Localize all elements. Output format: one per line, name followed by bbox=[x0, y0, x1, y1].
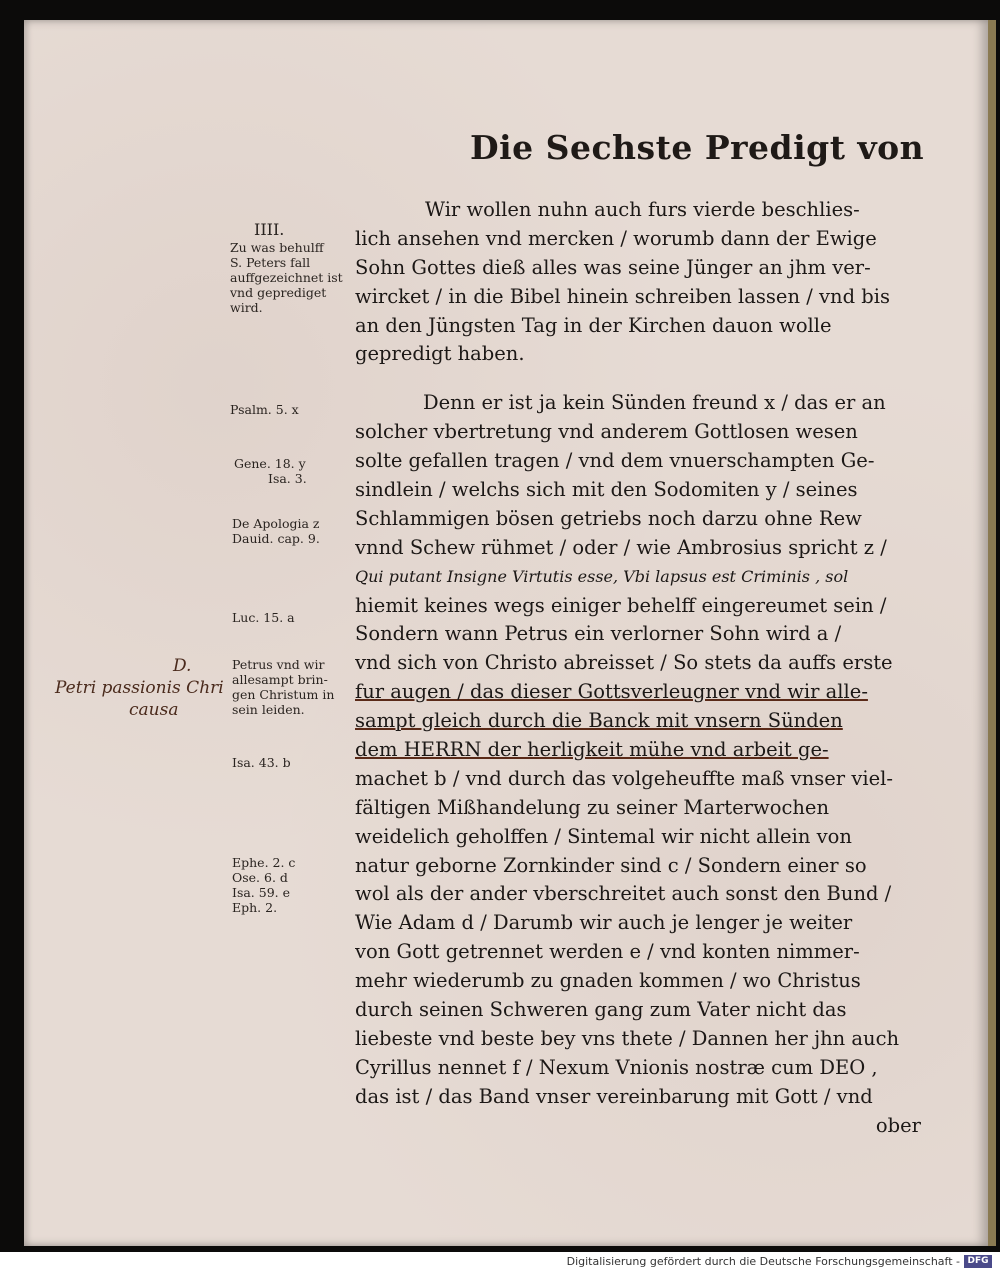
dfg-credit-text: Digitalisierung gefördert durch die Deutsche Forschungsgemeinschaft - bbox=[566, 1255, 960, 1268]
handwritten-line: Petri passionis Chri bbox=[55, 678, 224, 698]
text-line: wol als der ander vberschreitet auch sonst den Bund / bbox=[355, 882, 892, 906]
text-line: liebeste vnd beste bey vns thete / Dannen her jhn auch bbox=[355, 1026, 900, 1050]
margin-note-line: IIII. bbox=[254, 220, 285, 239]
text-line: Wir wollen nuhn auch furs vierde beschlies- bbox=[425, 198, 860, 221]
underlined-text-line: fur augen / das dieser Gottsverleugner vnd wir alle- bbox=[355, 680, 868, 704]
catchword: ober bbox=[875, 1113, 921, 1137]
text-line: machet b / vnd durch das volgeheuffte maß vnser viel- bbox=[355, 766, 893, 790]
text-line: vnnd Schew rühmet / oder / wie Ambrosius spricht z / bbox=[355, 535, 887, 559]
margin-note-3 bbox=[234, 456, 307, 486]
text-line: Cyrillus nennet f / Nexum Vnionis nostræ cum DEO , bbox=[355, 1055, 878, 1079]
margin-note-line: Isa. 59. e bbox=[232, 885, 291, 900]
margin-note-line: allesampt brin- bbox=[232, 672, 328, 687]
text-line: das ist / das Band vnser vereinbarung mit Gott / vnd bbox=[355, 1084, 873, 1108]
margin-note-line: Dauid. cap. 9. bbox=[232, 531, 320, 546]
text-line: sindlein / welchs sich mit den Sodomiten y / seines bbox=[355, 478, 858, 502]
text-line: vnd sich von Christo abreisset / So stets da auffs erste bbox=[355, 651, 893, 675]
margin-note-line: wird. bbox=[230, 300, 263, 315]
margin-note-line: Isa. 43. b bbox=[232, 755, 291, 770]
paragraph-gap bbox=[355, 369, 925, 389]
handwritten-line: D. bbox=[173, 656, 192, 676]
text-line: natur geborne Zornkinder sind c / Sondern einer so bbox=[355, 853, 867, 877]
text-line: durch seinen Schweren gang zum Vater nicht das bbox=[355, 998, 847, 1022]
text-line: von Gott getrennet werden e / vnd konten nimmer- bbox=[355, 940, 860, 964]
text-line: Wie Adam d / Darumb wir auch je lenger je weiter bbox=[355, 911, 853, 935]
text-line: solte gefallen tragen / vnd dem vnuerschampten Ge- bbox=[355, 449, 875, 473]
text-line: Denn er ist ja kein Sünden freund x / das er an bbox=[423, 391, 886, 415]
page-edge bbox=[988, 20, 996, 1246]
dfg-logo: DFG bbox=[964, 1255, 992, 1268]
text-line: hiemit keines wegs einiger behelff eingereumet sein / bbox=[355, 593, 887, 617]
margin-note-line: vnd geprediget bbox=[230, 285, 327, 300]
margin-note-line: Psalm. 5. x bbox=[230, 402, 299, 417]
margin-note-line: gen Christum in bbox=[232, 687, 335, 702]
page-heading: Die Sechste Predigt von bbox=[470, 128, 925, 167]
text-line: gepredigt haben. bbox=[355, 342, 525, 366]
text-line: Schlammigen bösen getriebs noch darzu ohne Rew bbox=[355, 506, 862, 530]
handwritten-margin-note bbox=[55, 655, 224, 721]
margin-note-line: Ephe. 2. c bbox=[232, 855, 296, 870]
body-text bbox=[355, 196, 925, 1141]
margin-note-line: Eph. 2. bbox=[232, 900, 278, 915]
text-line: mehr wiederumb zu gnaden kommen / wo Christus bbox=[355, 969, 861, 993]
margin-note-5 bbox=[232, 610, 295, 625]
margin-note-line: De Apologia z bbox=[232, 516, 320, 531]
margin-note-line: Gene. 18. y bbox=[234, 456, 306, 471]
margin-note-line: auffgezeichnet ist bbox=[230, 270, 343, 285]
margin-note-line: Isa. 3. bbox=[268, 471, 307, 486]
latin-quote-line: Qui putant Insigne Virtutis esse, Vbi lapsus est Criminis , sol bbox=[355, 566, 849, 586]
margin-note-line: Ose. 6. d bbox=[232, 870, 288, 885]
text-line: Sondern wann Petrus ein verlorner Sohn wird a / bbox=[355, 622, 842, 646]
margin-note-line: S. Peters fall bbox=[230, 255, 311, 270]
underlined-text-line: sampt gleich durch die Banck mit vnsern Sünden bbox=[355, 709, 843, 733]
text-line: an den Jüngsten Tag in der Kirchen dauon wolle bbox=[355, 313, 832, 337]
text-line: lich ansehen vnd mercken / worumb dann der Ewige bbox=[355, 226, 877, 250]
margin-note-line: Zu was behulff bbox=[230, 240, 324, 255]
margin-note-line: Petrus vnd wir bbox=[232, 657, 325, 672]
text-line: solcher vbertretung vnd anderem Gottlosen wesen bbox=[355, 420, 858, 444]
margin-note-2 bbox=[230, 402, 299, 417]
margin-note-line: Luc. 15. a bbox=[232, 610, 295, 625]
text-line: fältigen Mißhandelung zu seiner Marterwochen bbox=[355, 795, 830, 819]
margin-note-8 bbox=[232, 855, 295, 915]
margin-note-line: sein leiden. bbox=[232, 702, 305, 717]
margin-note-7 bbox=[232, 755, 291, 770]
margin-note-6 bbox=[232, 657, 334, 717]
margin-note-1 bbox=[230, 220, 343, 315]
margin-note-4 bbox=[232, 516, 320, 546]
underlined-text-line: dem HERRN der herligkeit mühe vnd arbeit ge- bbox=[355, 738, 829, 762]
text-line: wircket / in die Bibel hinein schreiben lassen / vnd bis bbox=[355, 284, 890, 308]
text-line: Sohn Gottes dieß alles was seine Jünger an jhm ver- bbox=[355, 255, 871, 279]
text-line: weidelich geholffen / Sintemal wir nicht allein von bbox=[355, 824, 852, 848]
handwritten-line: causa bbox=[129, 700, 179, 720]
